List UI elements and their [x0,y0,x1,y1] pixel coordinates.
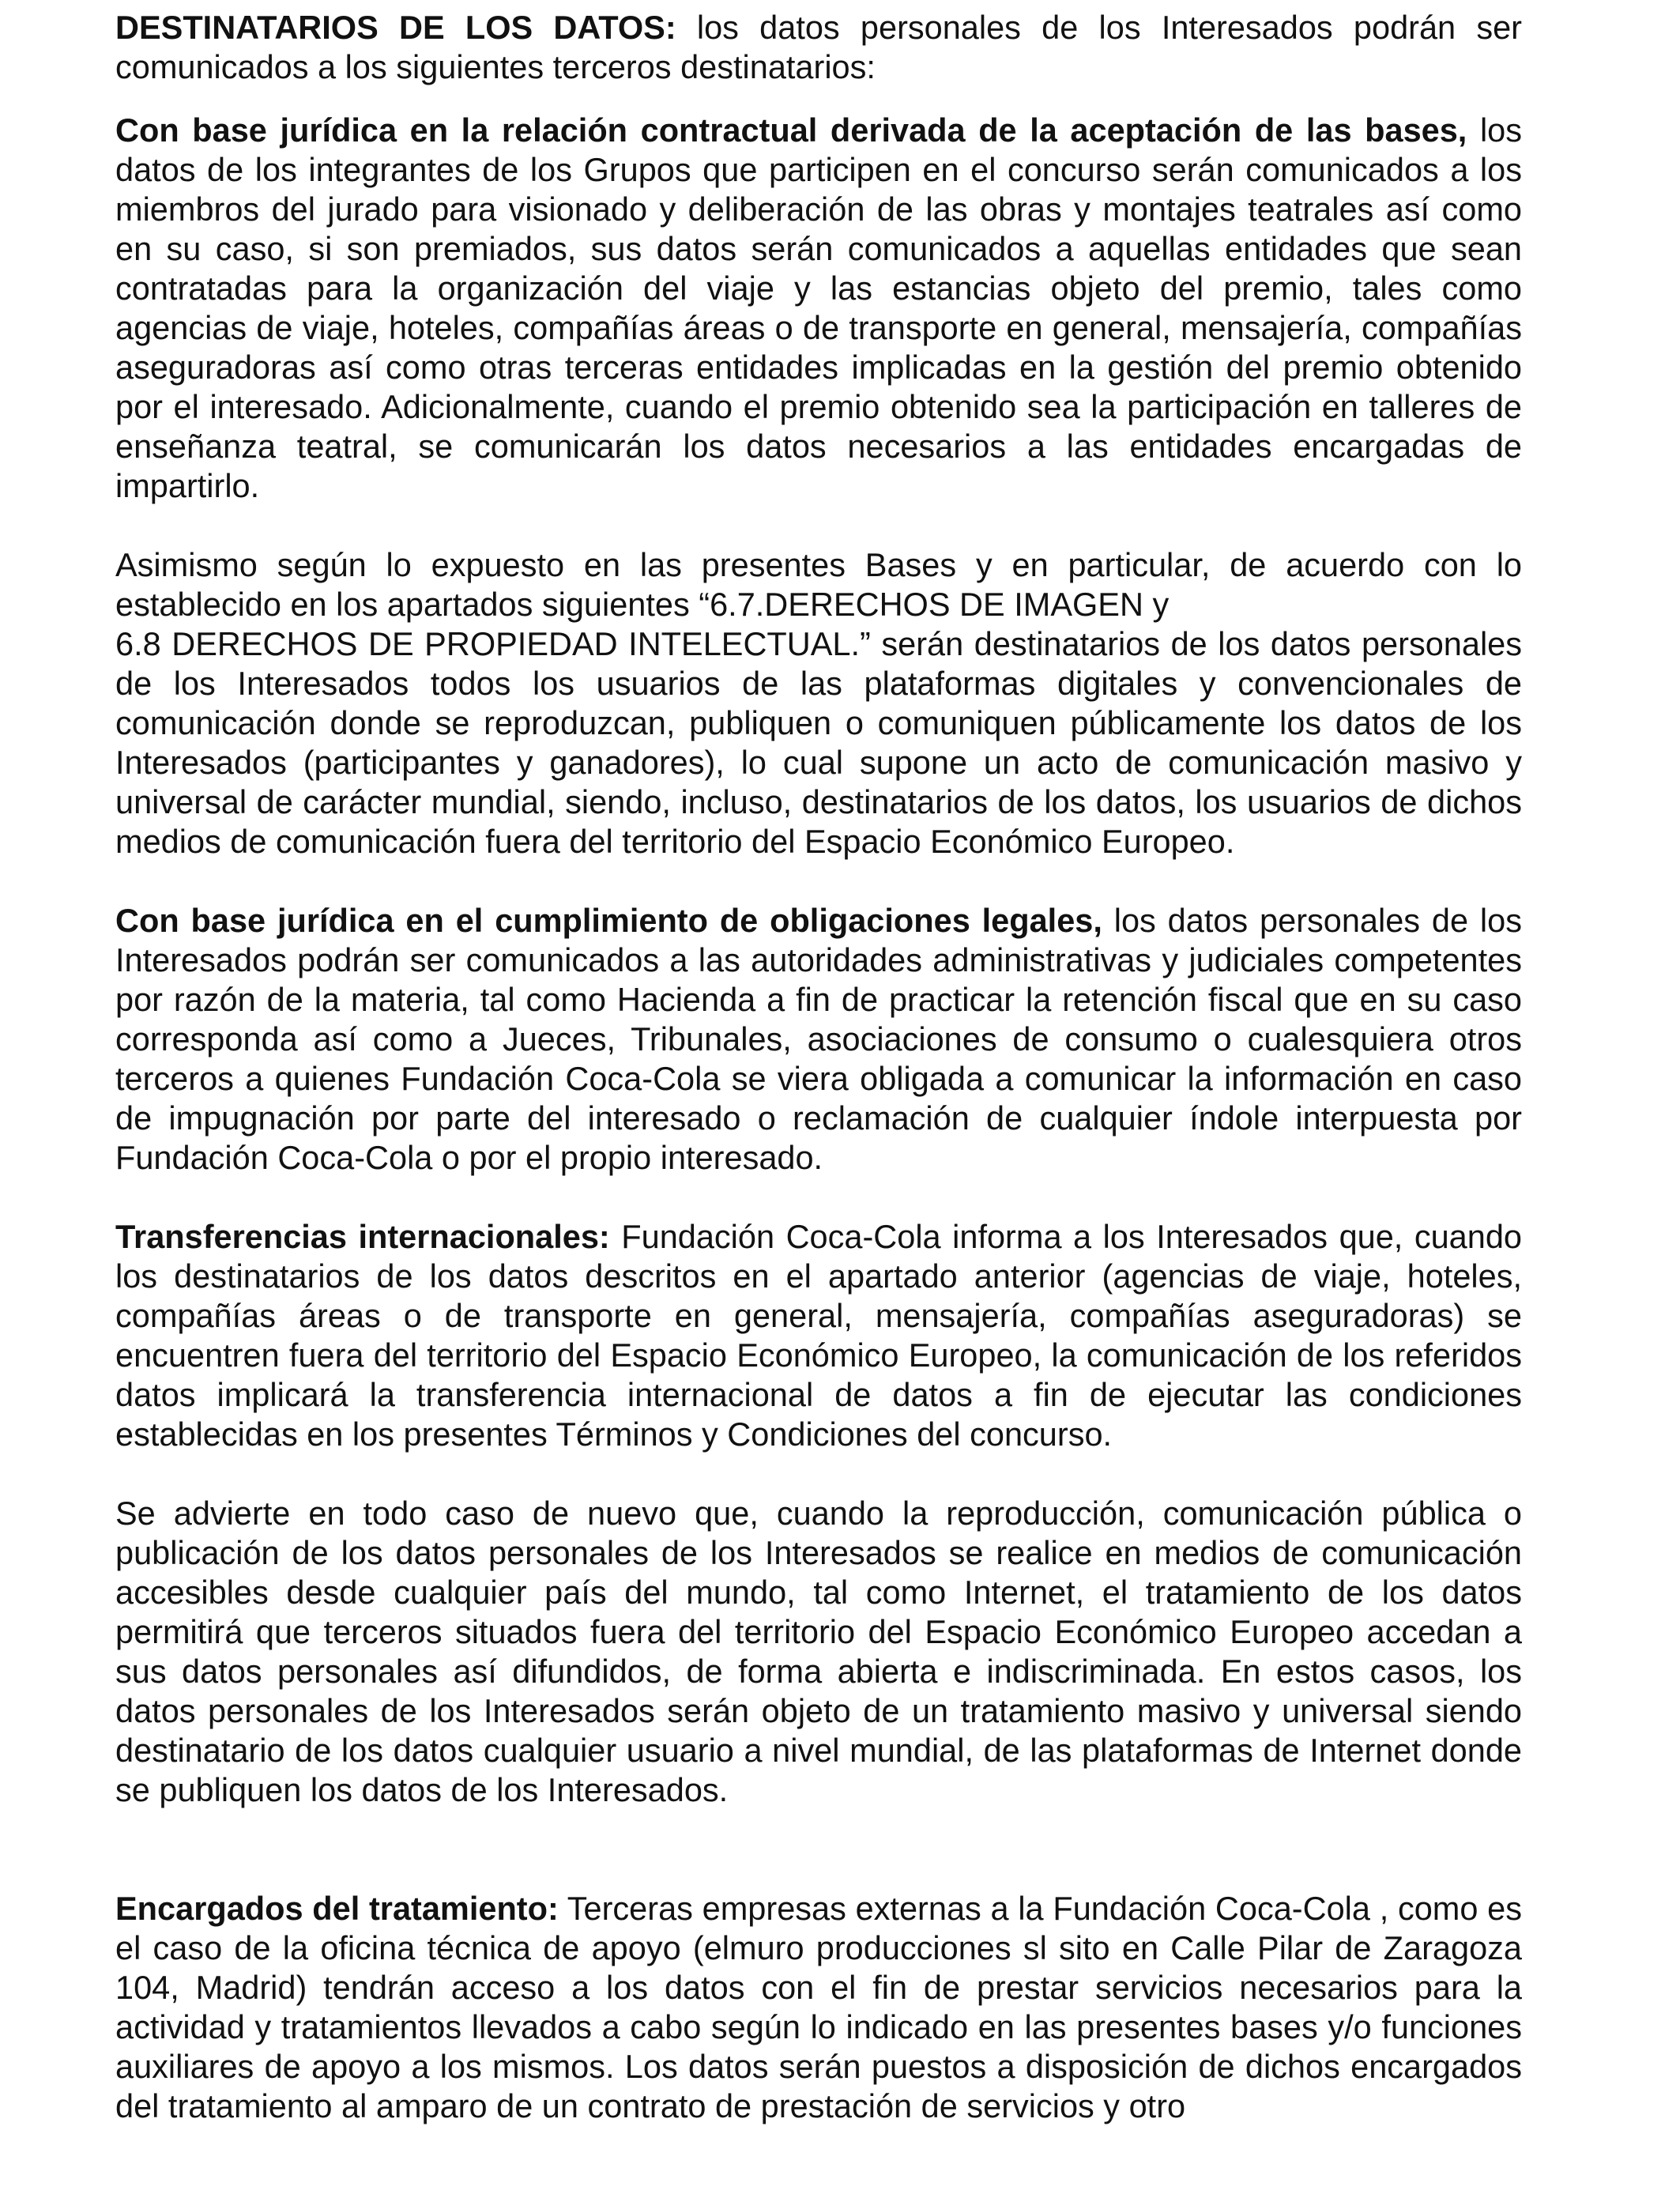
spacer [115,1810,1522,1889]
encargados-heading: Encargados del tratamiento: [115,1890,559,1927]
contractual-heading: Con base jurídica en la relación contractual derivada de la aceptación de las bases, [115,111,1467,149]
advertencia-text: Se advierte en todo caso de nuevo que, cuando la reproducción, comunicación pública o publicación de los datos personales de los Interesados se realice en medios de comunicación accesibles desde cualquier país del mundo, tal como Internet, el tratamiento de los datos permitirá que terceros situados fuera del territorio del Espacio Económico Europeo accedan a sus datos personales así difundidos, de forma abierta e indiscriminada. En estos casos, los datos personales de los Interesados serán objeto de un tratamiento masivo y universal siendo destinatario de los datos cualquier usuario a nivel mundial, de las plataformas de Internet donde se publiquen los datos de los Interesados. [115,1495,1522,1808]
transferencias-heading: Transferencias internacionales: [115,1218,610,1255]
advertencia-paragraph [115,1494,1522,1810]
destinatarios-text: los datos personales de los Interesados podrán ser comunicados a los siguientes terceros destinatarios: [115,9,1523,85]
encargados-paragraph [115,1889,1522,2126]
contractual-text: los datos de los integrantes de los Grupos que participen en el concurso serán comunicados a los miembros del jurado para visionado y deliberación de las obras y montajes teatrales así como en su caso, si son premiados, sus datos serán comunicados a aquellas entidades que sean contratadas para la organización del viaje y las estancias objeto del premio, tales como agencias de viaje, hoteles, compañías áreas o de transporte en general, mensajería, compañías aseguradoras así como otras terceras entidades implicadas en la gestión del premio obtenido por el interesado. Adicionalmente, cuando el premio obtenido sea la participación en talleres de enseñanza teatral, se comunicarán los datos necesarios a las entidades encargadas de impartirlo. [115,111,1522,504]
destinatarios-paragraph [115,8,1522,87]
spacer [115,1178,1522,1217]
spacer [115,861,1522,901]
legales-heading: Con base jurídica en el cumplimiento de obligaciones legales, [115,902,1102,939]
spacer [115,87,1522,111]
spacer [115,506,1522,545]
legales-text: los datos personales de los Interesados podrán ser comunicados a las autoridades administrativas y judiciales competentes por razón de la materia, tal como Hacienda a fin de practicar la retención fiscal que en su caso corresponda así como a Jueces, Tribunales, asociaciones de consumo o cualesquiera otros terceros a quienes Fundación Coca-Cola se viera obligada a comunicar la información en caso de impugnación por parte del interesado o reclamación de cualquier índole interpuesta por Fundación Coca-Cola o por el propio interesado. [115,902,1522,1176]
destinatarios-heading: DESTINATARIOS DE LOS DATOS: [115,9,676,46]
contractual-paragraph [115,111,1522,506]
asimismo-line-a: Asimismo según lo expuesto en las presentes Bases y en particular, de acuerdo con lo establecido en los apartados siguientes “6.7.DERECHOS DE IMAGEN y [115,546,1522,623]
asimismo-paragraph [115,545,1522,861]
spacer [115,1454,1522,1494]
encargados-text: Terceras empresas externas a la Fundación Coca-Cola , como es el caso de la oficina técnica de apoyo (elmuro producciones sl sito en Calle Pilar de Zaragoza 104, Madrid) tendrán acceso a los datos con el fin de prestar servicios necesarios para la actividad y tratamientos llevados a cabo según lo indicado en las presentes bases y/o funciones auxiliares de apoyo a los mismos. Los datos serán puestos a disposición de dichos encargados del tratamiento al amparo de un contrato de prestación de servicios y otro [115,1890,1523,2124]
transferencias-paragraph [115,1217,1522,1454]
document-page [115,8,1522,2126]
asimismo-line-b: 6.8 DERECHOS DE PROPIEDAD INTELECTUAL.” serán destinatarios de los datos personales de los Interesados todos los usuarios de las plataformas digitales y convencionales de comunicación donde se reproduzcan, publiquen o comuniquen públicamente los datos de los Interesados (participantes y ganadores), lo cual supone un acto de comunicación masivo y universal de carácter mundial, siendo, incluso, destinatarios de los datos, los usuarios de dichos medios de comunicación fuera del territorio del Espacio Económico Europeo. [115,625,1522,860]
transferencias-text: Fundación Coca-Cola informa a los Interesados que, cuando los destinatarios de los datos descritos en el apartado anterior (agencias de viaje, hoteles, compañías áreas o de transporte en general, mensajería, compañías aseguradoras) se encuentren fuera del territorio del Espacio Económico Europeo, la comunicación de los referidos datos implicará la transferencia internacional de datos a fin de ejecutar las condiciones establecidas en los presentes Términos y Condiciones del concurso. [115,1218,1522,1453]
legales-paragraph [115,901,1522,1178]
